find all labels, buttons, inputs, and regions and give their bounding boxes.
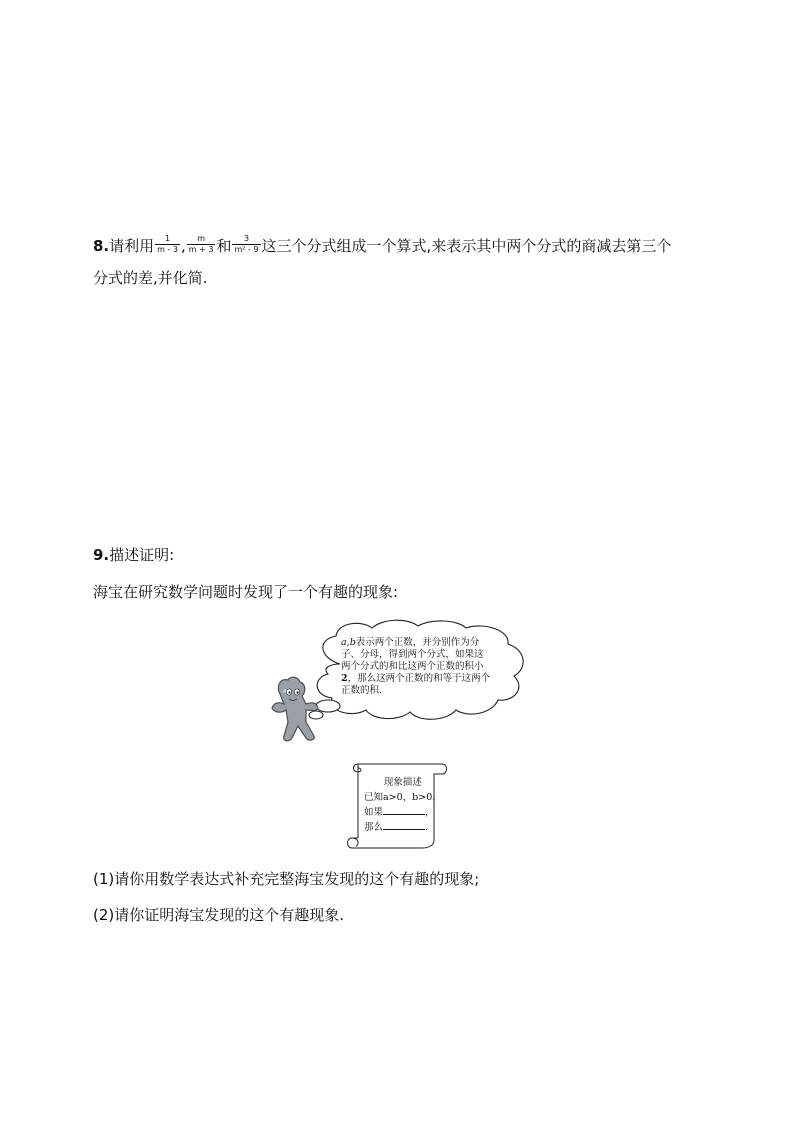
question-9-part-1: (1)请你用数学表达式补充完整海宝发现的这个有趣的现象; bbox=[93, 870, 480, 888]
question-8-line-1 bbox=[93, 236, 671, 257]
fraction-separator: , bbox=[181, 237, 186, 255]
if-blank bbox=[383, 805, 425, 815]
scroll-if-label: 如果 bbox=[364, 807, 384, 818]
bubble-line-2: 子、分母，得到两个分式，如果这 bbox=[341, 649, 484, 660]
fraction-1 bbox=[155, 234, 180, 255]
fraction-1-numerator: 1 bbox=[165, 234, 171, 243]
fraction-3-denominator: m² - 9 bbox=[234, 245, 259, 254]
fraction-3-numerator: 3 bbox=[243, 234, 250, 243]
fraction-2-numerator: m bbox=[197, 234, 206, 243]
question-9-title: 描述证明: bbox=[109, 546, 175, 564]
question-9-number: 9. bbox=[93, 546, 110, 564]
bubble-line-4-rest: ，那么这两个正数的和等于这两个 bbox=[347, 673, 491, 684]
scroll-then-label: 那么 bbox=[364, 822, 384, 833]
question-9-heading bbox=[93, 545, 174, 565]
scroll-line-2 bbox=[364, 805, 442, 820]
then-blank bbox=[383, 820, 425, 830]
haibao-mascot-icon bbox=[272, 677, 318, 741]
fraction-join: 和 bbox=[216, 237, 232, 255]
scroll-content bbox=[364, 775, 442, 835]
scroll-line-3 bbox=[364, 820, 442, 835]
bubble-line-4 bbox=[341, 673, 519, 685]
scroll-line-3-suffix: . bbox=[425, 822, 429, 833]
variable-a: a bbox=[341, 637, 347, 648]
scroll-line-1: 已知a>0，b>0， bbox=[364, 792, 442, 803]
fraction-1-denominator: m - 3 bbox=[157, 245, 179, 254]
bubble-line-1-rest: 表示两个正数，并分别作为分 bbox=[355, 637, 480, 648]
question-8-line-2: 分式的差,并化简. bbox=[93, 269, 208, 287]
question-9-part-2: (2)请你证明海宝发现的这个有趣现象. bbox=[93, 906, 345, 924]
bubble-comma: , bbox=[346, 637, 350, 648]
thought-cloud-text bbox=[341, 637, 519, 697]
fraction-3 bbox=[232, 234, 260, 255]
fraction-2 bbox=[187, 234, 216, 255]
scroll-line-2-suffix: ， bbox=[425, 807, 435, 818]
bubble-line-3: 两个分式的和比这两个正数的积小 bbox=[341, 661, 484, 672]
scroll-title: 现象描述 bbox=[383, 777, 422, 788]
variable-b: b bbox=[349, 637, 356, 648]
question-8-prefix: 请利用 bbox=[109, 237, 155, 255]
question-8-number: 8. bbox=[93, 237, 110, 255]
bubble-line-1 bbox=[341, 637, 519, 649]
question-8-suffix: 这三个分式组成一个算式,来表示其中两个分式的商减去第三个 bbox=[261, 237, 672, 255]
bubble-number-2: 2 bbox=[341, 673, 348, 684]
fraction-2-denominator: m + 3 bbox=[188, 245, 214, 254]
bubble-line-5: 正数的积. bbox=[341, 685, 383, 696]
question-9-intro: 海宝在研究数学问题时发现了一个有趣的现象: bbox=[93, 583, 399, 601]
